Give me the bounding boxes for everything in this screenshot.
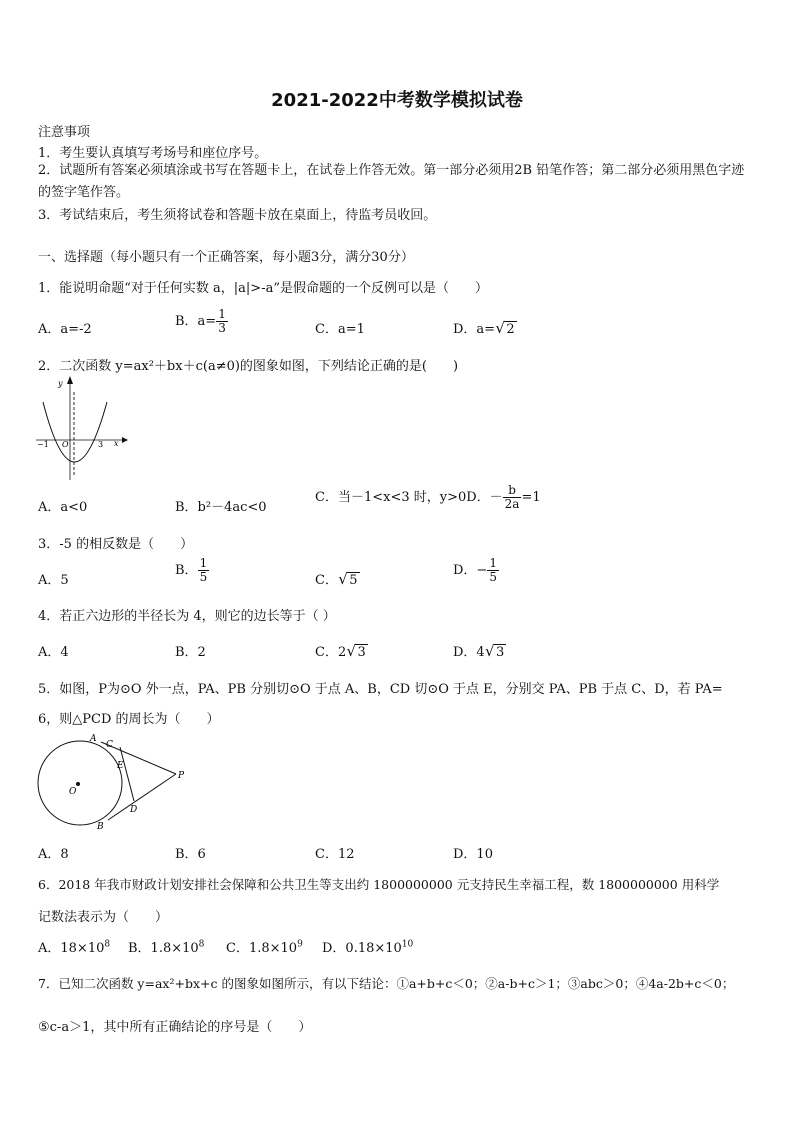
q2-tick-neg1: −1	[37, 440, 49, 449]
q5-option-c: C．12	[315, 847, 355, 862]
q6-stem-line2: 记数法表示为（ ）	[38, 910, 169, 925]
q5-stem-line2: 6，则△PCD 的周长为（ ）	[38, 712, 220, 727]
q5-stem-line1: 5．如图，P为⊙O 外一点，PA、PB 分别切⊙O 于点 A、B，CD 切⊙O 于点 E，分别交 PA、PB 于点 C、D，若 PA=	[38, 682, 723, 697]
q5-tangent-figure	[34, 732, 190, 832]
q6-option-b: B．$1.8\times 10^8$	[128, 939, 205, 956]
q2-option-a: A．a<0	[38, 500, 88, 515]
q5-point-p: P	[178, 771, 185, 781]
notice-item-1: 1．考生要认真填写考场号和座位序号。	[38, 146, 268, 161]
q2-x-label: x	[114, 439, 119, 448]
q3-option-b: B． $\frac{1}{5}$	[175, 556, 208, 584]
q5-point-e: E	[117, 761, 124, 771]
q5-option-a: A．8	[38, 847, 69, 862]
notice-item-3: 3．考试结束后，考生须将试卷和答题卡放在桌面上，待监考员收回。	[38, 208, 437, 223]
q1-option-b: B．a= $\frac{1}{3}$	[175, 307, 226, 335]
section-heading: 一、选择题（每小题只有一个正确答案，每小题3分，满分30分）	[38, 250, 414, 265]
q5-point-a: A	[90, 734, 97, 744]
q4-option-d: D．4 √ 3	[453, 641, 506, 660]
q6-option-a: A．$18\times 10^8$	[38, 939, 111, 956]
q2-tick-3: 3	[98, 440, 104, 449]
q3-stem: 3．-5 的相反数是（ ）	[38, 537, 194, 552]
q1-option-d: D．a= √ 2	[453, 318, 517, 337]
q3-option-c: C． √ 5	[315, 569, 360, 588]
q2-option-b: B．b²－4ac<0	[175, 500, 267, 515]
q6-option-c: C．$1.8\times 10^9$	[226, 939, 303, 956]
notice-item-2: 2．试题所有答案必须填涂或书写在答题卡上，在试卷上作答无效。第一部分必须用2B 铅笔作答；第二部分必须用黑色字迹的签字笔作答。	[38, 163, 745, 200]
q3-option-d: D．− $\frac{1}{5}$	[453, 556, 497, 584]
q5-option-d: D．10	[453, 847, 493, 862]
q2-parabola-figure	[36, 376, 128, 482]
q1-option-a: A．a=-2	[38, 322, 92, 337]
q6-option-d: D．$0.18\times 10^{10}$	[322, 939, 414, 956]
q1-option-c: C．a=1	[315, 322, 365, 337]
q2-option-cd: C．当－1<x<3 时，y>0D．－ $\frac{b}{2a}$ =1	[315, 483, 541, 511]
q2-stem: 2．二次函数 y=ax²＋bx＋c(a≠0)的图象如图，下列结论正确的是( )	[38, 359, 459, 374]
q5-point-b: B	[97, 822, 104, 832]
q7-stem-line1: 7．已知二次函数 y=ax²+bx+c 的图象如图所示，有以下结论：①a+b+c＜0；②a-b+c＞1；③abc＞0；④4a-2b+c＜0；	[38, 976, 735, 991]
q4-option-b: B．2	[175, 645, 206, 660]
q7-stem-line2: ⑤c-a＞1，其中所有正确结论的序号是（ ）	[38, 1020, 312, 1035]
page-title: 2021-2022中考数学模拟试卷	[271, 90, 523, 111]
q1-stem: 1．能说明命题“对于任何实数 a，|a|>-a”是假命题的一个反例可以是（ ）	[38, 281, 488, 296]
q5-point-o: O	[69, 787, 77, 797]
q5-point-c: C	[106, 740, 113, 750]
q4-option-c: C．2 √ 3	[315, 641, 368, 660]
q2-origin-label: O	[62, 440, 69, 449]
q3-option-a: A．5	[38, 573, 69, 588]
q4-option-a: A．4	[38, 645, 69, 660]
q5-point-d: D	[130, 805, 138, 815]
q4-stem: 4．若正六边形的半径长为 4，则它的边长等于（ ）	[38, 609, 336, 624]
q5-option-b: B．6	[175, 847, 206, 862]
q2-y-label: y	[58, 379, 63, 388]
notice-heading: 注意事项	[38, 125, 91, 140]
q6-stem-line1: 6．2018 年我市财政计划安排社会保障和公共卫生等支出约 1800000000 元支持民生幸福工程，数 1800000000 用科学	[38, 877, 720, 892]
